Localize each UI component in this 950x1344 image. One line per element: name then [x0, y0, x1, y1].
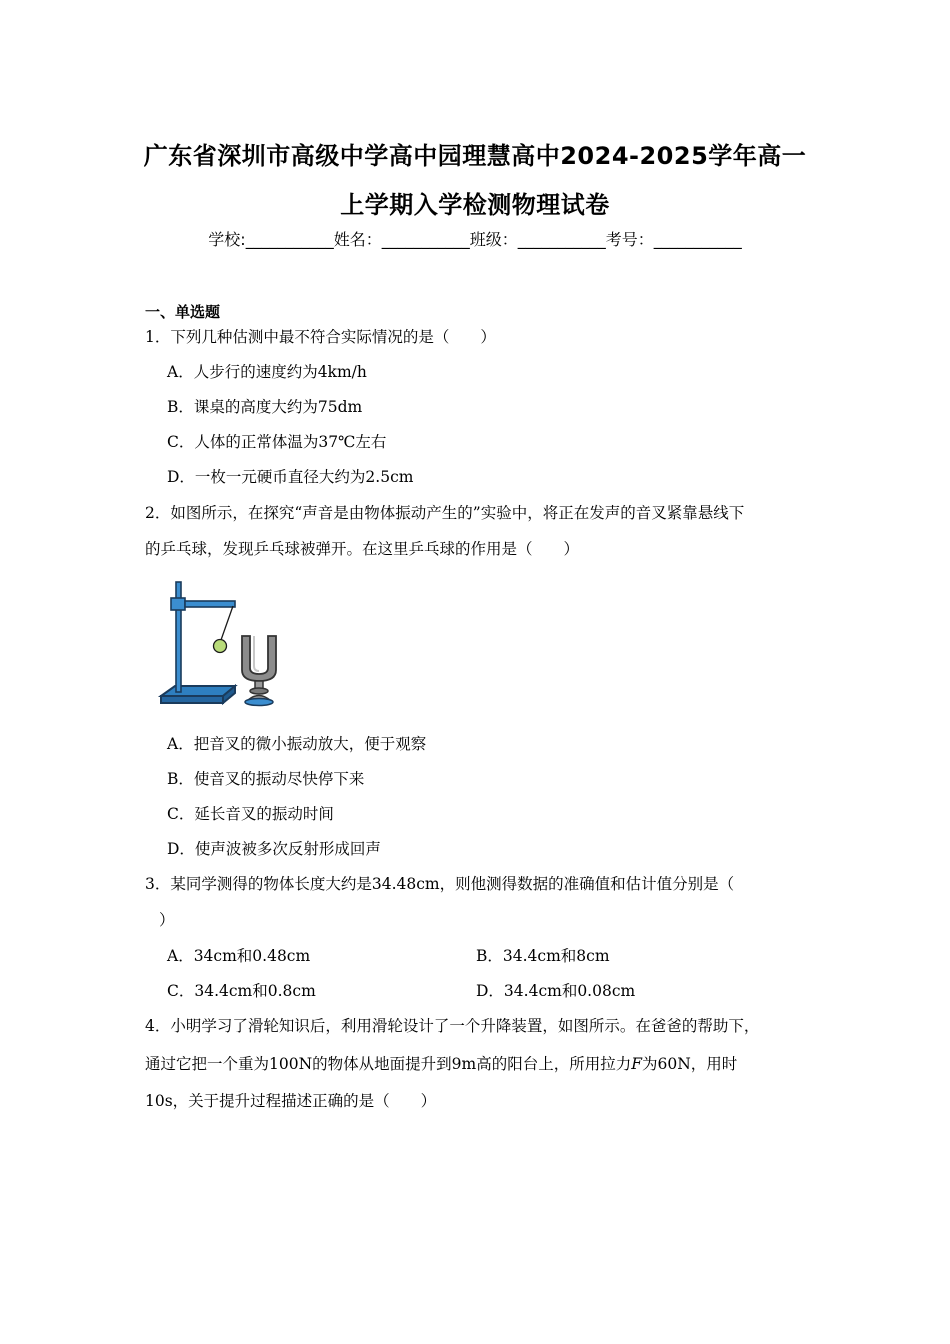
student-info-line: 学校:___________姓名：___________班级：___________考号：___________ — [208, 230, 742, 249]
exam-title-line2: 上学期入学检测物理试卷 — [340, 191, 610, 219]
question-4-stem-line2-part1: 通过它把一个重为100N的物体从地面提升到9m高的阳台上，所用拉力 — [145, 1055, 632, 1073]
force-variable: F — [631, 1055, 642, 1073]
tuning-fork — [242, 636, 276, 681]
question-3-stem-line1: 3．某同学测得的物体长度大约是34.48cm，则他测得数据的准确值和估计值分别是（ — [145, 875, 735, 893]
question-3-option-a: A．34cm和0.48cm — [167, 947, 311, 965]
question-4-stem-line2-part2: 为60N，用时 — [641, 1055, 738, 1073]
question-2-stem-line2: 的乒乓球，发现乒乓球被弹开。在这里乒乓球的作用是（ ） — [145, 540, 580, 558]
question-2-option-d: D．使声波被多次反射形成回声 — [167, 840, 381, 858]
exam-title-line1: 广东省深圳市高级中学高中园理慧高中2024-2025学年高一 — [143, 142, 807, 170]
section-title: 一、单选题 — [145, 303, 221, 321]
stand-clamp — [171, 598, 185, 610]
question-3-stem-line2: ） — [159, 911, 175, 929]
question-2-option-a: A．把音叉的微小振动放大，便于观察 — [167, 735, 427, 753]
ping-pong-ball — [214, 640, 227, 653]
question-2-option-b: B．使音叉的振动尽快停下来 — [167, 770, 365, 788]
question-2-stem-line1: 2．如图所示，在探究“声音是由物体振动产生的”实验中，将正在发声的音叉紧靠悬线下 — [145, 504, 745, 522]
tuning-fork-pendulum-figure — [155, 578, 285, 713]
question-1-option-a: A．人步行的速度约为4km/h — [167, 363, 367, 381]
question-1-option-d: D．一枚一元硬币直径大约为2.5cm — [167, 468, 414, 486]
question-3-option-c: C．34.4cm和0.8cm — [167, 982, 316, 1000]
question-4-stem-line2 — [145, 1054, 737, 1074]
question-4-stem-line3: 10s，关于提升过程描述正确的是（ ） — [145, 1092, 437, 1110]
question-1-option-c: C．人体的正常体温为37℃左右 — [167, 433, 387, 451]
question-2-option-c: C．延长音叉的振动时间 — [167, 805, 334, 823]
question-1-stem: 1．下列几种估测中最不符合实际情况的是（ ） — [145, 328, 496, 346]
question-3-option-d: D．34.4cm和0.08cm — [476, 982, 636, 1000]
stand-arm — [185, 601, 235, 607]
question-4-stem-line1: 4．小明学习了滑轮知识后，利用滑轮设计了一个升降装置，如图所示。在爸爸的帮助下， — [145, 1017, 760, 1035]
stand-base-front — [161, 696, 223, 703]
question-1-option-b: B．课桌的高度大约为75dm — [167, 398, 363, 416]
pendulum-string — [221, 606, 233, 640]
question-3-option-b: B．34.4cm和8cm — [476, 947, 610, 965]
